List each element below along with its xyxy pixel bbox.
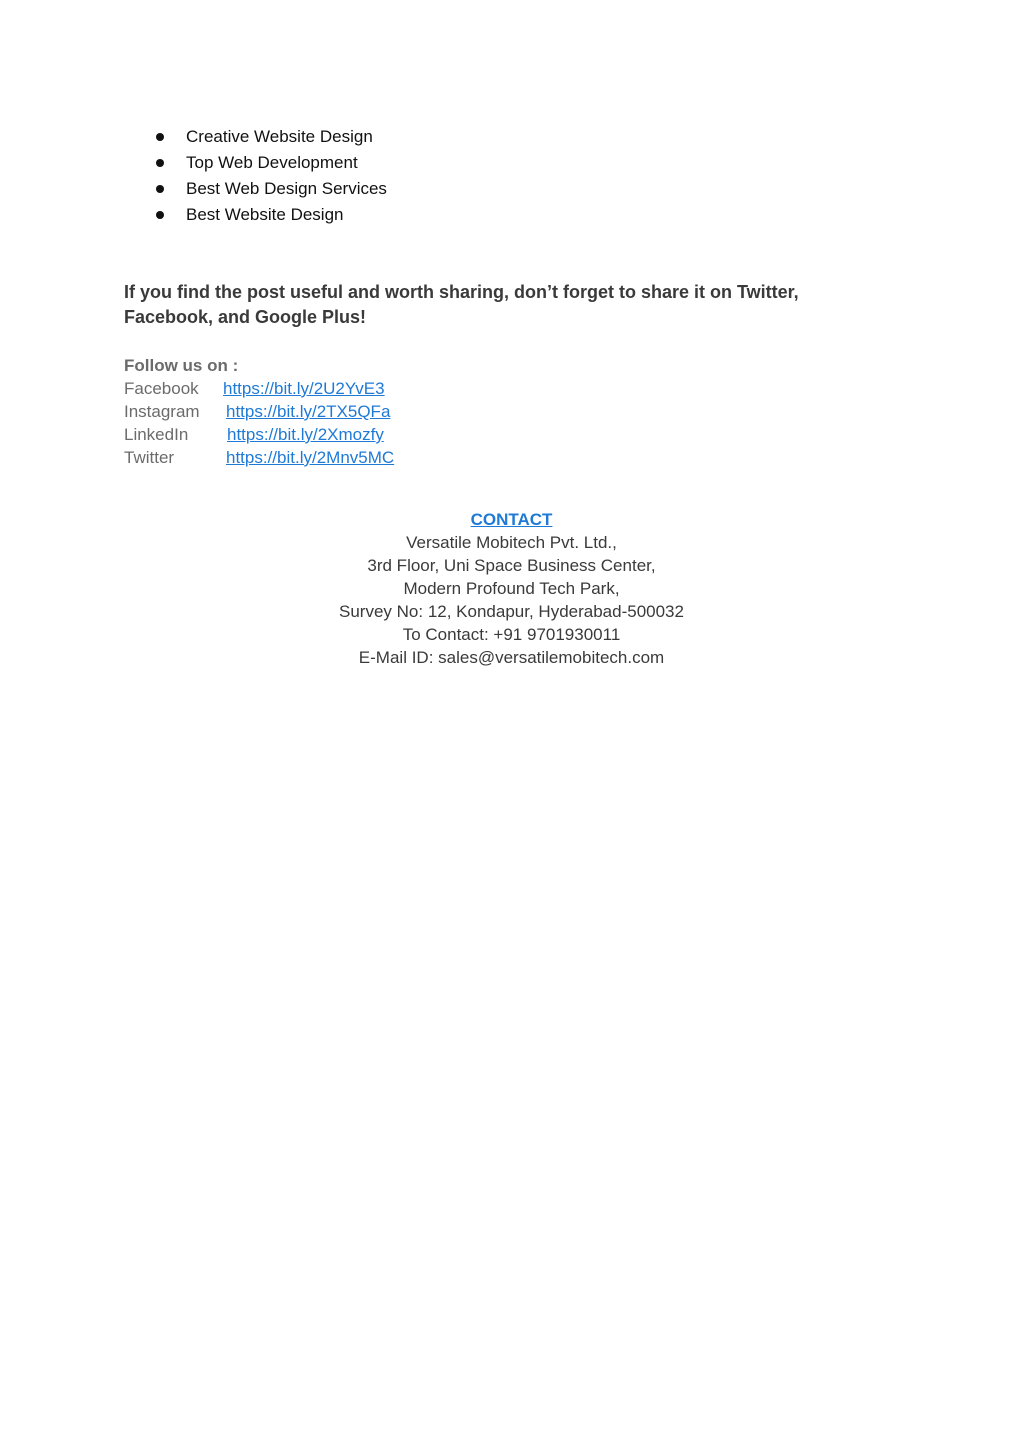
bullet-item xyxy=(124,151,387,177)
bullet-dot-icon xyxy=(156,159,164,167)
social-name: LinkedIn xyxy=(124,425,189,444)
follow-title: Follow us on : xyxy=(124,356,239,375)
bullet-dot-icon xyxy=(156,211,164,219)
contact-section xyxy=(0,508,1023,669)
facebook-link[interactable]: https://bit.ly/2U2YvE3 xyxy=(223,379,385,398)
address-line-1: 3rd Floor, Uni Space Business Center, xyxy=(367,556,656,575)
company-name: Versatile Mobitech Pvt. Ltd., xyxy=(406,533,617,552)
social-name: Instagram xyxy=(124,402,200,421)
social-row-twitter xyxy=(124,446,395,469)
address-line-2: Modern Profound Tech Park, xyxy=(403,579,620,598)
contact-heading-link[interactable]: CONTACT xyxy=(470,510,553,529)
instagram-link[interactable]: https://bit.ly/2TX5QFa xyxy=(226,402,391,421)
bullet-text: Best Website Design xyxy=(186,205,344,224)
bullet-text: Best Web Design Services xyxy=(186,179,387,198)
bullet-text: Top Web Development xyxy=(186,153,358,172)
bullet-text: Creative Website Design xyxy=(186,127,373,146)
bullet-dot-icon xyxy=(156,185,164,193)
social-name: Facebook xyxy=(124,379,199,398)
contact-email: E-Mail ID: sales@versatilemobitech.com xyxy=(358,648,665,667)
twitter-link[interactable]: https://bit.ly/2Mnv5MC xyxy=(226,448,395,467)
bullet-item xyxy=(124,203,387,229)
address-line-3: Survey No: 12, Kondapur, Hyderabad-500032 xyxy=(339,602,684,621)
linkedin-link[interactable]: https://bit.ly/2Xmozfy xyxy=(227,425,384,444)
services-bullet-list xyxy=(124,125,387,229)
social-name: Twitter xyxy=(124,448,175,467)
bullet-dot-icon xyxy=(156,133,164,141)
social-row-facebook xyxy=(124,377,385,400)
bullet-item xyxy=(124,177,387,203)
social-row-instagram xyxy=(124,400,391,423)
bullet-item xyxy=(124,125,387,151)
contact-phone: To Contact: +91 9701930011 xyxy=(402,625,621,644)
follow-section xyxy=(124,354,395,469)
social-row-linkedin xyxy=(124,423,384,446)
share-call-to-action: If you find the post useful and worth sharing, don’t forget to share it on Twitter, Facebook, and Google Plus! xyxy=(124,282,799,327)
